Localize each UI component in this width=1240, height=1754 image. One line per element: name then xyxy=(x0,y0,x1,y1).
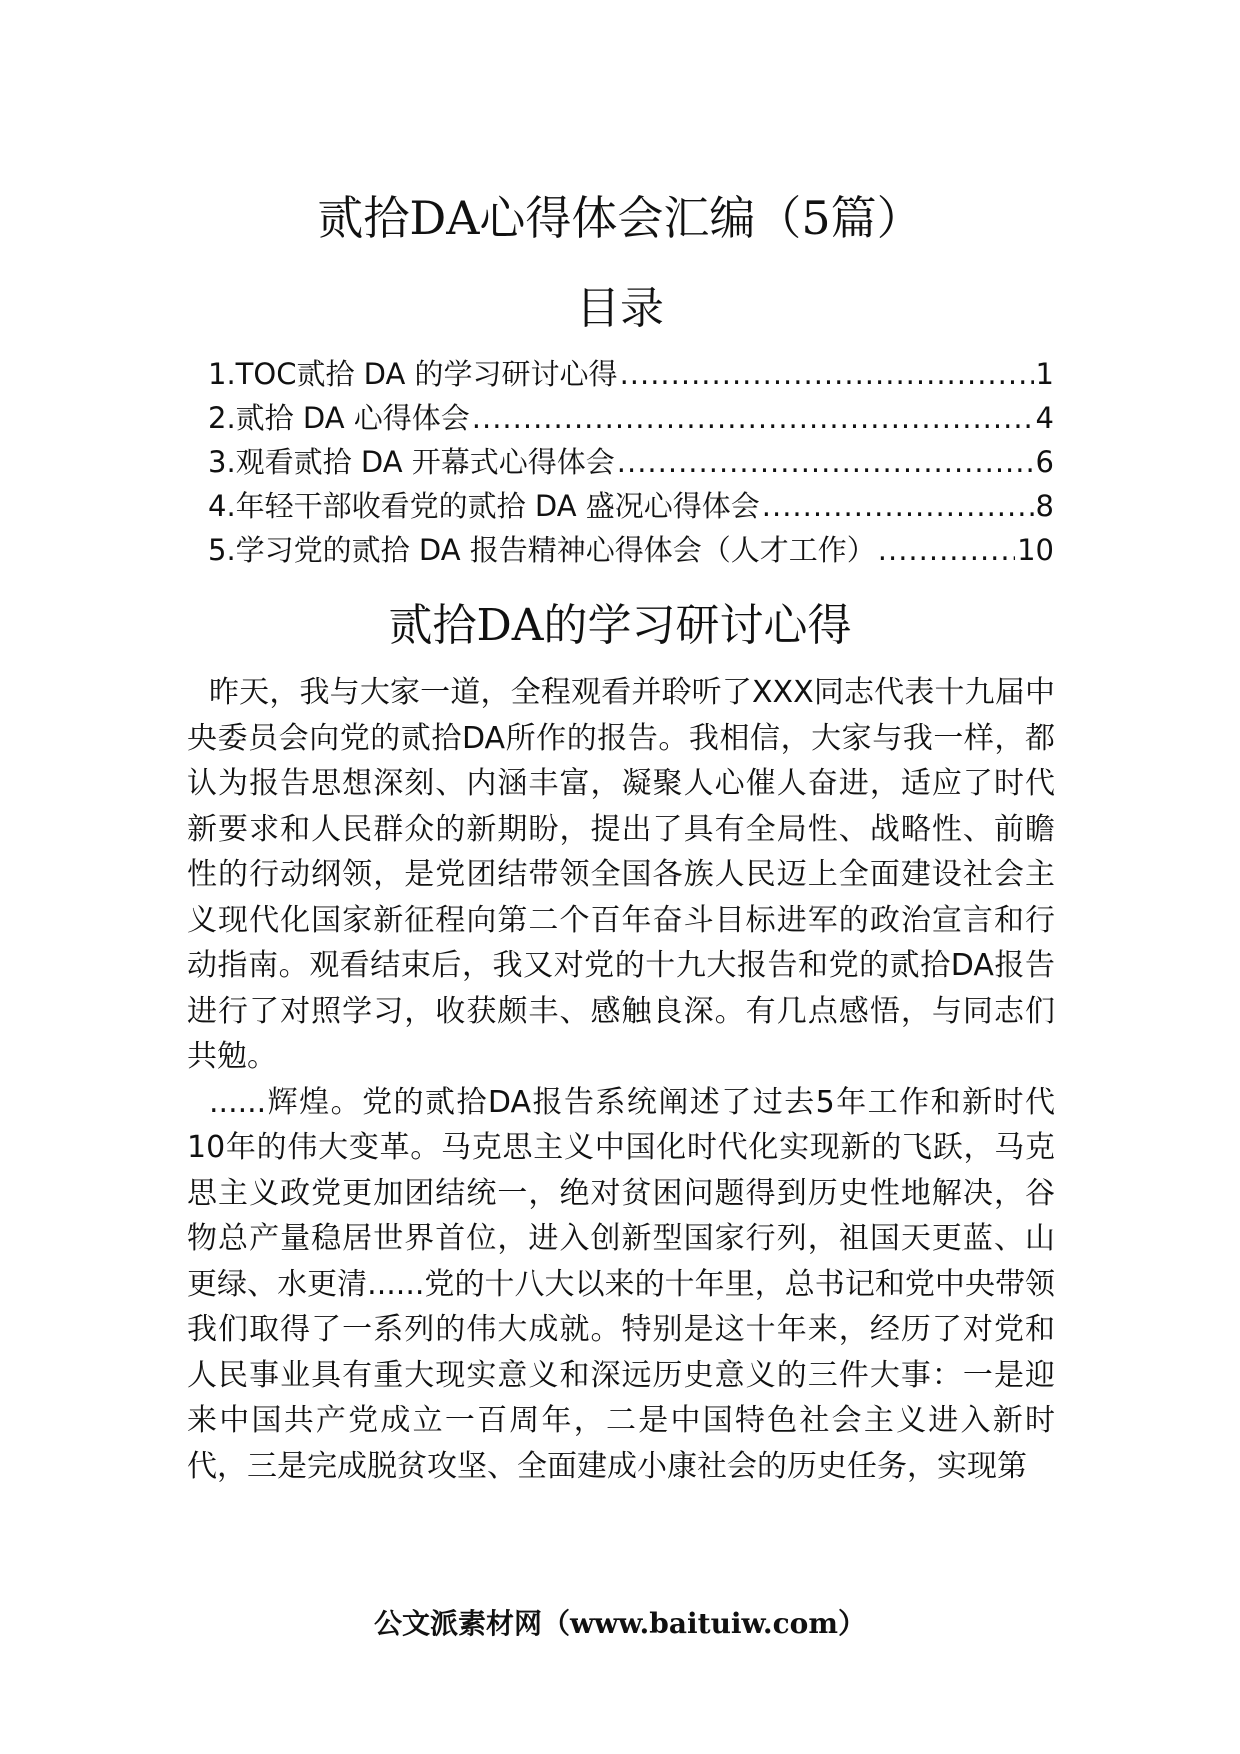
toc-entry-label: 4.年轻干部收看党的贰拾 DA 盛况心得体会 xyxy=(208,489,760,523)
toc-entry[interactable] xyxy=(208,528,1054,572)
toc-entry-label: 1.TOC贰拾 DA 的学习研讨心得 xyxy=(208,357,618,391)
toc-entry-page: 4 xyxy=(1035,401,1054,435)
toc-leader-dots xyxy=(472,396,1034,440)
toc-entry-label: 3.观看贰拾 DA 开幕式心得体会 xyxy=(208,445,615,479)
toc-leader-dots xyxy=(617,440,1034,484)
toc-entry-page: 1 xyxy=(1035,357,1054,391)
toc-entry-page: 6 xyxy=(1035,445,1054,479)
body-text xyxy=(187,670,1055,1489)
footer-source: 公文派素材网（www.baituiw.com） xyxy=(374,1607,866,1640)
document-title: 贰拾DA心得体会汇编（5篇） xyxy=(317,191,923,245)
toc-leader-dots xyxy=(620,352,1034,396)
toc-entry-page: 10 xyxy=(1017,533,1054,567)
toc-leader-dots xyxy=(762,484,1034,528)
section-title: 贰拾DA的学习研讨心得 xyxy=(388,600,852,651)
toc-entry[interactable] xyxy=(208,484,1054,528)
toc-entry[interactable] xyxy=(208,352,1054,396)
toc-entry-page: 8 xyxy=(1035,489,1054,523)
toc-leader-dots xyxy=(878,528,1015,572)
body-paragraph: 昨天，我与大家一道，全程观看并聆听了XXX同志代表十九届中央委员会向党的贰拾DA所作的报告。我相信，大家与我一样，都认为报告思想深刻、内涵丰富，凝聚人心催人奋进，适应了时代新要求和人民群众的新期盼，提出了具有全局性、战略性、前瞻性的行动纲领，是党团结带领全国各族人民迈上全面建设社会主义现代化国家新征程向第二个百年奋斗目标进军的政治宣言和行动指南。观看结束后，我又对党的十九大报告和党的贰拾DA报告进行了对照学习，收获颇丰、感触良深。有几点感悟，与同志们共勉。 xyxy=(187,675,1055,1074)
toc-entry[interactable] xyxy=(208,440,1054,484)
toc-heading: 目录 xyxy=(576,283,664,334)
toc-entry[interactable] xyxy=(208,396,1054,440)
toc-entry-label: 2.贰拾 DA 心得体会 xyxy=(208,401,470,435)
table-of-contents xyxy=(208,352,1054,572)
toc-entry-label: 5.学习党的贰拾 DA 报告精神心得体会（人才工作） xyxy=(208,533,876,567)
body-paragraph: ......辉煌。党的贰拾DA报告系统阐述了过去5年工作和新时代10年的伟大变革。马克思主义中国化时代化实现新的飞跃，马克思主义政党更加团结统一，绝对贫困问题得到历史性地解决，谷物总产量稳居世界首位，进入创新型国家行列，祖国天更蓝、山更绿、水更清......党的十八大以来的十年里，总书记和党中央带领我们取得了一系列的伟大成就。特别是这十年来，经历了对党和人民事业具有重大现实意义和深远历史意义的三件大事：一是迎来中国共产党成立一百周年，二是中国特色社会主义进入新时代，三是完成脱贫攻坚、全面建成小康社会的历史任务，实现第 xyxy=(187,1084,1055,1484)
